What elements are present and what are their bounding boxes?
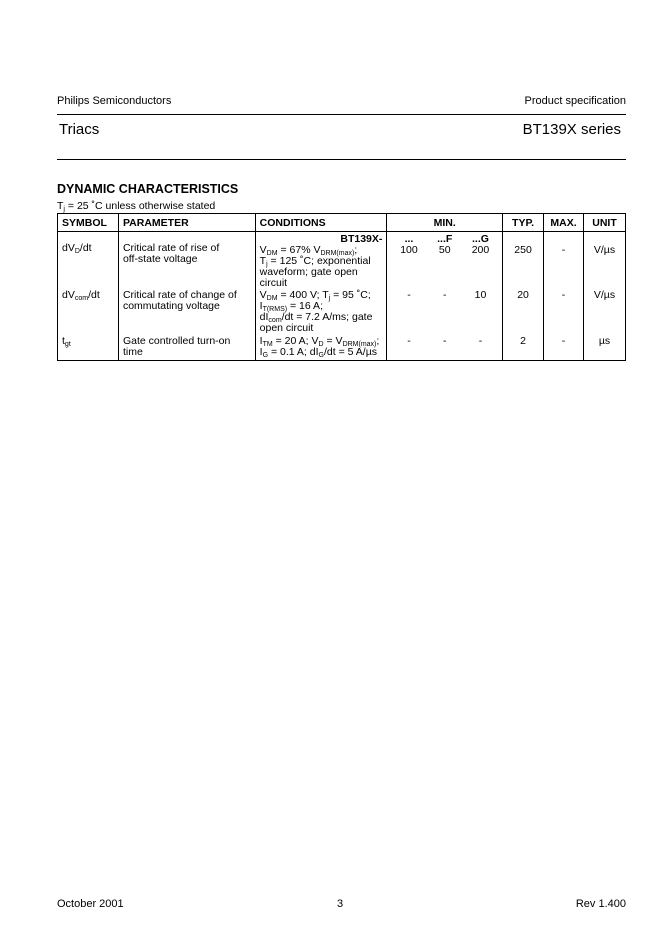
table-row [58,289,626,334]
col-max: MAX. [544,214,584,232]
variant-f: ...F [437,233,453,245]
table-row [58,232,626,290]
typ-value: 2 [503,334,544,361]
conditions-cell: $V_{DM} = 400$ V; $T_j = 95$ ˚C; $I_{T(RMS)} = 16$ A; $dI_{com}/dt = 7.2$ A/ms; gate open circuit [255,289,387,334]
col-typ: TYP. [503,214,544,232]
unit-value: V/µs [583,232,625,290]
min-value: - [442,289,447,301]
product-family: Triacs [59,121,100,138]
parameter-cell: Critical rate of change of commutating voltage [118,289,255,334]
variant-base: ... [404,233,414,245]
typ-value: 20 [503,289,544,334]
header-rule [57,114,626,115]
section-title: DYNAMIC CHARACTERISTICS [57,182,239,196]
symbol-cell: $t_{gt}$ [58,334,119,361]
parameter-cell: Critical rate of rise of off-state voltage [118,232,255,290]
section-condition: $T_j = 25$ ˚C unless otherwise stated [57,200,216,213]
table-row [58,334,626,361]
page-number: 3 [337,898,344,910]
min-value: - [407,335,411,347]
min-value: - [442,335,447,347]
conditions-cell: BT139X- $V_{DM} = 67\%$ $V_{DRM(max)}$; $T_j = 125$ ˚C; exponential waveform; gate open circuit [255,232,387,290]
doc-type: Product specification [524,95,626,107]
max-value: - [544,232,584,290]
variant-label: BT139X- [340,233,383,245]
footer-date: October 2001 [57,898,124,910]
min-value: - [407,289,411,301]
min-value: 100 [400,244,418,256]
parameter-cell: Gate controlled turn-on time [118,334,255,361]
min-value: 10 [474,289,487,301]
col-unit: UNIT [583,214,625,232]
series-name: BT139X series [522,121,621,138]
symbol-cell: $dV_{com}/dt$ [58,289,119,334]
footer-revision: Rev 1.400 [575,898,626,910]
unit-value: µs [583,334,625,361]
min-cell [387,289,503,334]
company-name: Philips Semiconductors [57,95,172,107]
max-value: - [544,334,584,361]
min-cell [387,334,503,361]
table-header-row [58,214,626,232]
variant-g: ...G [472,233,489,245]
dynamic-characteristics-table [57,213,626,361]
min-value: 200 [471,244,490,256]
max-value: - [544,289,584,334]
min-value: 50 [438,244,451,256]
min-value: - [478,335,483,347]
col-conditions: CONDITIONS [255,214,387,232]
header-rule-bottom [57,159,626,160]
col-symbol: SYMBOL [58,214,119,232]
typ-value: 250 [503,232,544,290]
min-cell [387,232,503,290]
conditions-cell: $I_{TM} = 20$ A; $V_D = V_{DRM(max)}$; $I_G = 0.1$ A; $dI_G/dt = 5$ A/µs [255,334,387,361]
symbol-cell: $dV_D/dt$ [58,232,119,290]
col-min: MIN. [387,214,503,232]
col-parameter: PARAMETER [118,214,255,232]
unit-value: V/µs [583,289,625,334]
